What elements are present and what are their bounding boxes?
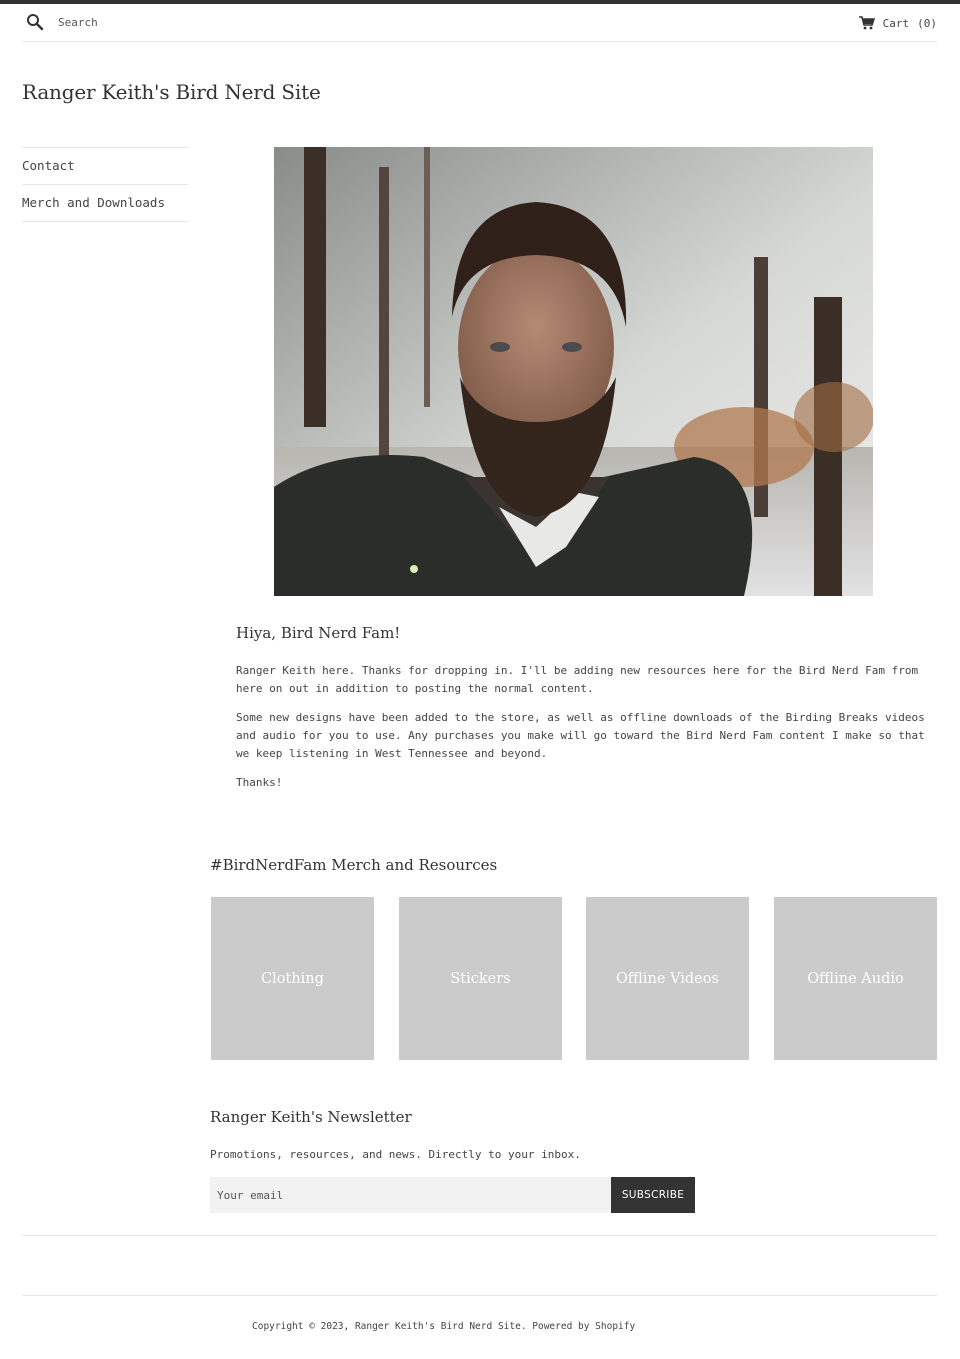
search-icon[interactable] [26,13,44,31]
collection-tile-offline-videos[interactable] [586,897,749,1060]
collection-tile-label: Stickers [450,970,511,987]
collection-tile-label: Clothing [261,970,324,987]
cart-label: Cart [882,16,910,30]
intro-section [236,624,936,803]
footer-copyright: Copyright © 2023, Ranger Keith's Bird Nerd Site. Powered by Shopify [252,1321,636,1332]
sidebar-item-contact[interactable]: Contact [22,148,188,185]
collection-tile-clothing[interactable] [211,897,374,1060]
intro-heading: Hiya, Bird Nerd Fam! [236,624,401,642]
email-field[interactable] [210,1177,611,1213]
header-bar [22,4,937,42]
divider [22,1235,937,1236]
collection-tile-offline-audio[interactable] [774,897,937,1060]
site-title[interactable]: Ranger Keith's Bird Nerd Site [22,80,321,104]
subscribe-button[interactable]: SUBSCRIBE [611,1177,695,1213]
intro-paragraph: Ranger Keith here. Thanks for dropping in. I'll be adding new resources here for the Bird Nerd Fam from here on out in addition to posting the normal content. [236,664,919,695]
collection-tile-label: Offline Videos [616,970,719,987]
newsletter-heading: Ranger Keith's Newsletter [210,1108,412,1126]
collection-tile-label: Offline Audio [807,970,904,987]
collection-grid [211,897,937,1060]
hero-image [274,147,873,596]
sidebar-nav [22,147,188,222]
cart-icon [859,16,875,30]
newsletter-description: Promotions, resources, and news. Directly to your inbox. [210,1148,581,1161]
sidebar-item-merch-and-downloads[interactable]: Merch and Downloads [22,185,188,222]
cart-count: (0) [917,16,937,30]
search-input[interactable] [58,12,358,32]
collection-tile-stickers[interactable] [399,897,562,1060]
cart-link[interactable] [859,14,937,32]
divider [22,1295,937,1296]
intro-paragraph: Some new designs have been added to the store, as well as offline downloads of the Birding Breaks videos and audio for you to use. Any purchases you make will go toward the Bird Nerd Fam content I make so that we keep listening in West Tennessee and beyond. [236,711,925,760]
intro-paragraph: Thanks! [236,776,283,789]
collections-heading: #BirdNerdFam Merch and Resources [210,856,498,874]
